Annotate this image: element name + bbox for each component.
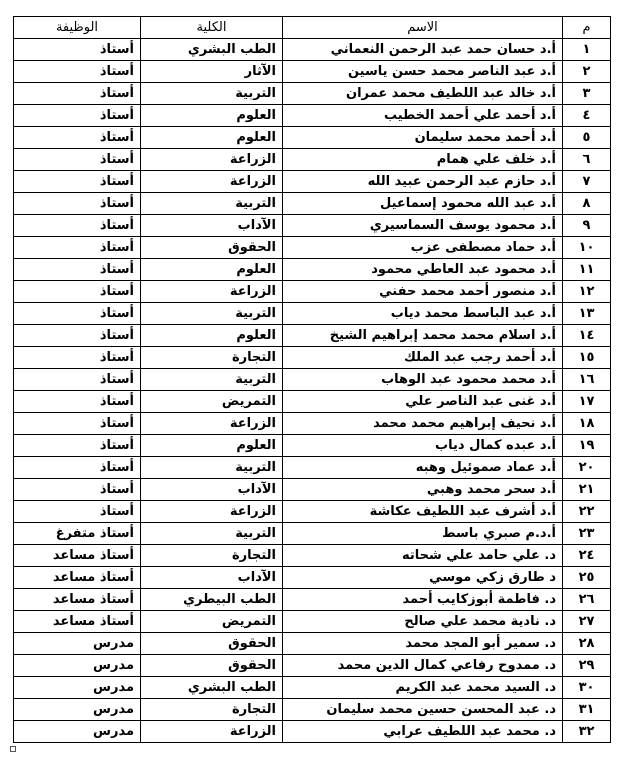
row-job: أستاذ xyxy=(14,347,141,369)
row-faculty: الآداب xyxy=(141,215,283,237)
table-row xyxy=(14,83,611,105)
row-name: أ.د حماد مصطفى عزب xyxy=(283,237,563,259)
row-job: أستاذ مساعد xyxy=(14,611,141,633)
row-number: ٣٠ xyxy=(563,677,611,699)
row-faculty: الزراعة xyxy=(141,149,283,171)
row-name: أ.د حازم عبد الرحمن عبيد الله xyxy=(283,171,563,193)
row-name: أ.د حسان حمد عبد الرحمن النعماني xyxy=(283,39,563,61)
table-row xyxy=(14,105,611,127)
row-job: أستاذ xyxy=(14,237,141,259)
row-job: أستاذ xyxy=(14,215,141,237)
row-number: ٦ xyxy=(563,149,611,171)
table-row xyxy=(14,567,611,589)
row-job: مدرس xyxy=(14,633,141,655)
table-header-row xyxy=(14,17,611,39)
row-faculty: الحقوق xyxy=(141,633,283,655)
row-faculty: الطب البشري xyxy=(141,677,283,699)
row-faculty: التجارة xyxy=(141,347,283,369)
table-row xyxy=(14,545,611,567)
row-job: أستاذ مساعد xyxy=(14,589,141,611)
row-job: أستاذ xyxy=(14,457,141,479)
table-row xyxy=(14,699,611,721)
row-number: ٢٢ xyxy=(563,501,611,523)
row-name: د. السيد محمد عبد الكريم xyxy=(283,677,563,699)
row-number: ٢٩ xyxy=(563,655,611,677)
row-name: د. فاطمة أبوزكايب أحمد xyxy=(283,589,563,611)
row-name: أ.د عبد الناصر محمد حسن ياسين xyxy=(283,61,563,83)
row-name: د. محمد عبد اللطيف عرابي xyxy=(283,721,563,743)
table-row xyxy=(14,457,611,479)
row-name: د. ممدوح رفاعي كمال الدين محمد xyxy=(283,655,563,677)
row-job: أستاذ xyxy=(14,61,141,83)
row-job: أستاذ xyxy=(14,83,141,105)
row-faculty: العلوم xyxy=(141,325,283,347)
row-job: أستاذ xyxy=(14,325,141,347)
header-job: الوظيفة xyxy=(14,17,141,39)
row-name: أ.د أحمد علي أحمد الخطيب xyxy=(283,105,563,127)
row-number: ٢ xyxy=(563,61,611,83)
row-job: أستاذ xyxy=(14,501,141,523)
row-faculty: الطب البشري xyxy=(141,39,283,61)
row-number: ٥ xyxy=(563,127,611,149)
row-number: ٢٦ xyxy=(563,589,611,611)
row-faculty: الطب البيطري xyxy=(141,589,283,611)
row-job: أستاذ xyxy=(14,171,141,193)
table-row xyxy=(14,237,611,259)
row-number: ١٥ xyxy=(563,347,611,369)
row-name: أ.د أحمد رجب عبد الملك xyxy=(283,347,563,369)
row-number: ١١ xyxy=(563,259,611,281)
table-row xyxy=(14,589,611,611)
row-name: أ.د محمود عبد العاطي محمود xyxy=(283,259,563,281)
row-name: د. عبد المحسن حسين محمد سليمان xyxy=(283,699,563,721)
table-row xyxy=(14,633,611,655)
row-job: مدرس xyxy=(14,699,141,721)
row-name: د طارق زكي موسي xyxy=(283,567,563,589)
row-name: أ.د محمود يوسف السماسيري xyxy=(283,215,563,237)
page-corner-marker xyxy=(10,746,16,752)
row-faculty: الزراعة xyxy=(141,501,283,523)
header-number: م xyxy=(563,17,611,39)
row-name: أ.د غنى عبد الناصر علي xyxy=(283,391,563,413)
row-job: أستاذ xyxy=(14,259,141,281)
row-name: أ.د عبده كمال دياب xyxy=(283,435,563,457)
row-name: أ.د منصور أحمد محمد حفني xyxy=(283,281,563,303)
row-faculty: الزراعة xyxy=(141,721,283,743)
table-row xyxy=(14,369,611,391)
row-faculty: الآثار xyxy=(141,61,283,83)
row-number: ٢٤ xyxy=(563,545,611,567)
row-number: ١٢ xyxy=(563,281,611,303)
row-faculty: الزراعة xyxy=(141,413,283,435)
row-number: ٩ xyxy=(563,215,611,237)
staff-table xyxy=(13,16,611,743)
row-name: د. علي حامد علي شحاته xyxy=(283,545,563,567)
row-faculty: التمريض xyxy=(141,611,283,633)
row-number: ٣٢ xyxy=(563,721,611,743)
row-faculty: التجارة xyxy=(141,699,283,721)
row-number: ١٤ xyxy=(563,325,611,347)
row-name: أ.د أحمد محمد سليمان xyxy=(283,127,563,149)
row-name: أ.د عبد الله محمود إسماعيل xyxy=(283,193,563,215)
row-faculty: العلوم xyxy=(141,435,283,457)
table-row xyxy=(14,391,611,413)
table-row xyxy=(14,61,611,83)
row-number: ٢٠ xyxy=(563,457,611,479)
table-row xyxy=(14,523,611,545)
table-row xyxy=(14,611,611,633)
row-job: أستاذ xyxy=(14,193,141,215)
row-job: أستاذ مساعد xyxy=(14,545,141,567)
row-number: ١٧ xyxy=(563,391,611,413)
row-faculty: الآداب xyxy=(141,567,283,589)
table-row xyxy=(14,149,611,171)
row-number: ١٩ xyxy=(563,435,611,457)
row-faculty: التمريض xyxy=(141,391,283,413)
row-faculty: التربية xyxy=(141,193,283,215)
row-faculty: الحقوق xyxy=(141,655,283,677)
table-body xyxy=(14,39,611,743)
row-job: أستاذ xyxy=(14,479,141,501)
row-faculty: الزراعة xyxy=(141,171,283,193)
table-row xyxy=(14,193,611,215)
row-job: أستاذ xyxy=(14,413,141,435)
table-row xyxy=(14,171,611,193)
row-job: أستاذ xyxy=(14,435,141,457)
row-faculty: العلوم xyxy=(141,105,283,127)
row-name: أ.د خلف علي همام xyxy=(283,149,563,171)
row-number: ٢٥ xyxy=(563,567,611,589)
row-name: أ.د نحيف إبراهيم محمد محمد xyxy=(283,413,563,435)
row-number: ٢٣ xyxy=(563,523,611,545)
row-name: أ.د.م صبري باسط xyxy=(283,523,563,545)
row-job: أستاذ xyxy=(14,127,141,149)
row-number: ٣ xyxy=(563,83,611,105)
table-row xyxy=(14,215,611,237)
row-name: د. سمير أبو المجد محمد xyxy=(283,633,563,655)
row-job: أستاذ xyxy=(14,281,141,303)
table-row xyxy=(14,479,611,501)
row-number: ١٦ xyxy=(563,369,611,391)
table-row xyxy=(14,39,611,61)
row-faculty: الزراعة xyxy=(141,281,283,303)
row-name: أ.د عماد صموئيل وهبه xyxy=(283,457,563,479)
row-faculty: التربية xyxy=(141,457,283,479)
table-row xyxy=(14,677,611,699)
row-name: د. نادية محمد علي صالح xyxy=(283,611,563,633)
row-job: أستاذ xyxy=(14,105,141,127)
row-job: أستاذ xyxy=(14,303,141,325)
row-faculty: التربية xyxy=(141,303,283,325)
row-number: ١٠ xyxy=(563,237,611,259)
table-row xyxy=(14,347,611,369)
row-faculty: الحقوق xyxy=(141,237,283,259)
row-number: ٢٨ xyxy=(563,633,611,655)
header-name: الاسم xyxy=(283,17,563,39)
table-row xyxy=(14,127,611,149)
row-name: أ.د خالد عبد اللطيف محمد عمران xyxy=(283,83,563,105)
row-job: مدرس xyxy=(14,677,141,699)
row-faculty: التربية xyxy=(141,369,283,391)
row-faculty: الآداب xyxy=(141,479,283,501)
table-row xyxy=(14,259,611,281)
row-name: أ.د عبد الباسط محمد دياب xyxy=(283,303,563,325)
table-row xyxy=(14,435,611,457)
row-name: أ.د سحر محمد وهبي xyxy=(283,479,563,501)
row-faculty: العلوم xyxy=(141,259,283,281)
table-row xyxy=(14,325,611,347)
row-job: أستاذ xyxy=(14,391,141,413)
row-name: أ.د اسلام محمد محمد إبراهيم الشيخ xyxy=(283,325,563,347)
row-number: ١٣ xyxy=(563,303,611,325)
header-faculty: الكلية xyxy=(141,17,283,39)
table-row xyxy=(14,721,611,743)
row-job: أستاذ مساعد xyxy=(14,567,141,589)
table-row xyxy=(14,281,611,303)
row-number: ٧ xyxy=(563,171,611,193)
row-faculty: التجارة xyxy=(141,545,283,567)
row-number: ٢١ xyxy=(563,479,611,501)
row-job: أستاذ متفرغ xyxy=(14,523,141,545)
row-number: ١ xyxy=(563,39,611,61)
table-row xyxy=(14,413,611,435)
row-job: مدرس xyxy=(14,655,141,677)
row-faculty: العلوم xyxy=(141,127,283,149)
row-number: ١٨ xyxy=(563,413,611,435)
row-number: ٣١ xyxy=(563,699,611,721)
row-job: مدرس xyxy=(14,721,141,743)
row-name: أ.د محمد محمود عبد الوهاب xyxy=(283,369,563,391)
table-row xyxy=(14,655,611,677)
row-job: أستاذ xyxy=(14,369,141,391)
row-faculty: التربية xyxy=(141,83,283,105)
row-name: أ.د أشرف عبد اللطيف عكاشة xyxy=(283,501,563,523)
row-job: أستاذ xyxy=(14,149,141,171)
table-row xyxy=(14,303,611,325)
table-row xyxy=(14,501,611,523)
row-job: أستاذ xyxy=(14,39,141,61)
row-faculty: التربية xyxy=(141,523,283,545)
row-number: ٢٧ xyxy=(563,611,611,633)
row-number: ٤ xyxy=(563,105,611,127)
row-number: ٨ xyxy=(563,193,611,215)
